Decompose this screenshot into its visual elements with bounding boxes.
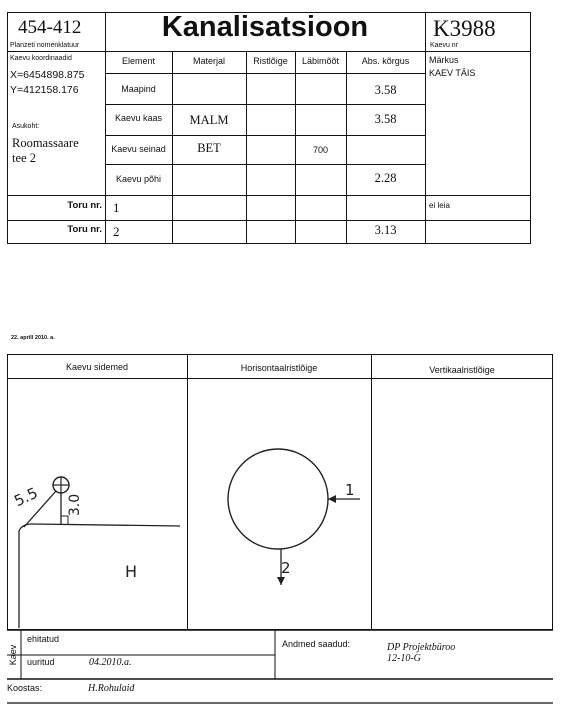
kaev-vertical-label: Kaev xyxy=(8,644,18,666)
andmed-label: Andmed saadud: xyxy=(282,639,351,649)
pipe-1-label: Toru nr. xyxy=(67,200,102,211)
remarks-text: KAEV TÄIS xyxy=(429,68,476,78)
divider-right-column xyxy=(425,12,426,243)
date-note: 22. aprill 2010. a. xyxy=(11,335,55,341)
sketch-header-line xyxy=(7,378,553,379)
col-header-labimoot: Läbimõõt xyxy=(301,56,340,66)
page-title: Kanalisatsioon xyxy=(161,11,369,43)
row-materjal-seinad: BET xyxy=(197,141,221,155)
coord-y: Y=412158.176 xyxy=(10,84,79,96)
coords-label: Kaevu koordinaadid xyxy=(10,55,72,62)
header-divider xyxy=(7,51,531,52)
andmed-line2: 12-10-G xyxy=(387,653,421,664)
pipe-2-korgus: 3.13 xyxy=(374,223,397,237)
table-row-line xyxy=(105,104,425,105)
pipe-2-number: 2 xyxy=(113,224,120,239)
panel-title-vertikaal: Vertikaalristlõige xyxy=(429,365,495,375)
row-element-kaas: Kaevu kaas xyxy=(114,113,163,123)
nomenclature-value: 454-412 xyxy=(18,17,82,38)
ehitatud-label: ehitatud xyxy=(27,634,60,644)
row-element-maapind: Maapind xyxy=(121,84,156,94)
sketch-frame xyxy=(7,354,553,630)
panel-title-horisontaal: Horisontaalristlõige xyxy=(240,363,318,373)
sketch-dim-b: 3.0 xyxy=(67,493,84,517)
address-line2: tee 2 xyxy=(12,151,36,165)
nomenclature-label: Planzeti nomenklatuur xyxy=(10,42,80,49)
row-element-seinad: Kaevu seinad xyxy=(111,144,166,154)
row-labimoot-seinad: 700 xyxy=(312,145,329,155)
row-element-pohi: Kaevu põhi xyxy=(115,174,162,184)
table-row-line xyxy=(105,164,425,165)
table-row-line xyxy=(105,135,425,136)
col-header-materjal: Materjal xyxy=(192,56,225,66)
row-korgus-pohi: 2.28 xyxy=(374,171,397,185)
col-header-korgus: Abs. kõrgus xyxy=(361,56,410,66)
pipe-1-number: 1 xyxy=(113,200,120,215)
table-row-line xyxy=(7,195,531,196)
row-korgus-maapind: 3.58 xyxy=(374,83,397,97)
well-id-label: Kaevu nr xyxy=(430,42,459,49)
uuritud-value: 04.2010.a. xyxy=(89,657,132,668)
col-header-ristloige: Ristlõige xyxy=(253,56,288,66)
col-header-element: Element xyxy=(121,56,156,66)
pipe-2-label: Toru nr. xyxy=(67,224,102,235)
table-header-bottom xyxy=(105,73,425,74)
sketch-arrow-1-label: 1 xyxy=(345,481,355,499)
uuritud-label: uuritud xyxy=(27,657,55,667)
sketch-divider-1 xyxy=(187,354,188,629)
sketch-mark-h: H xyxy=(125,562,138,581)
row-materjal-kaas: MALM xyxy=(189,113,229,127)
well-id: K3988 xyxy=(433,16,496,41)
divider-left-column xyxy=(105,12,106,243)
koostas-value: H.Rohulaid xyxy=(88,683,135,694)
remarks-label: Märkus xyxy=(429,55,459,65)
panel-title-sidemed: Kaevu sidemed xyxy=(65,362,129,372)
table-row-line xyxy=(7,220,531,221)
pipe-1-note: ei leia xyxy=(429,201,450,210)
coord-x: X=6454898.875 xyxy=(10,69,85,81)
andmed-line1: DP Projektbüroo xyxy=(387,642,456,653)
address-label: Asukoht: xyxy=(12,123,40,130)
table-col-line xyxy=(246,51,247,243)
koostas-label: Koostas: xyxy=(7,683,43,693)
row-korgus-kaas: 3.58 xyxy=(374,112,397,126)
table-col-line xyxy=(346,51,347,243)
sketch-divider-2 xyxy=(371,354,372,629)
sketch-dim-a: 5.5 xyxy=(11,483,41,511)
sketch-arrow-2-label: 2 xyxy=(281,559,291,577)
address-line1: Roomassaare xyxy=(12,136,79,150)
